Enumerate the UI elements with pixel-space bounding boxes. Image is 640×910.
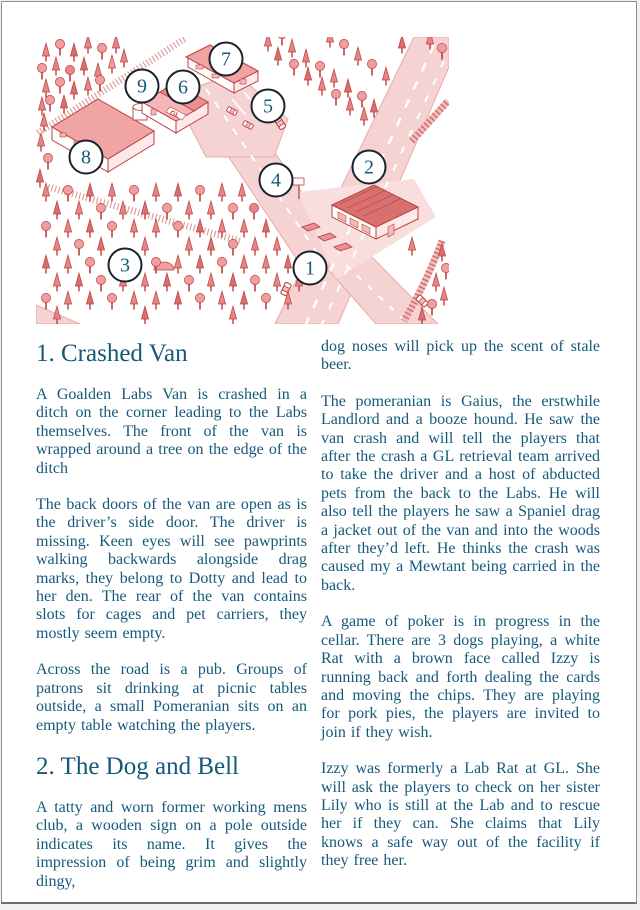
paragraph: Across the road is a pub. Groups of patrons sit drinking at picnic tables outside, a small Pomeranian sits on an empty table watching the players. xyxy=(36,661,307,734)
map-marker-1: 1 xyxy=(293,251,328,286)
map-illustration xyxy=(36,37,449,324)
map-marker-4: 4 xyxy=(259,163,294,198)
map-marker-2: 2 xyxy=(352,150,387,185)
paragraph: A Goalden Labs Van is crashed in a ditch on the corner leading to the Labs themselves. The front of the van is wrapped around a tree on the edge of the ditch xyxy=(36,386,307,477)
map-marker-5: 5 xyxy=(251,89,286,124)
paragraph: dog noses will pick up the scent of stale beer. xyxy=(321,338,600,374)
left-column xyxy=(36,338,307,909)
paragraph: A tatty and worn former working mens club, a wooden sign on a pole outside indicates its name. It gives the impression of being grim and slightly dingy, xyxy=(36,798,307,890)
map-marker-8: 8 xyxy=(69,140,104,175)
article-body xyxy=(36,338,600,909)
map-marker-6: 6 xyxy=(166,70,201,105)
paragraph: The pomeranian is Gaius, the erstwhile Landlord and a booze hound. He saw the van crash and will tell the players that after the crash a GL retrieval team arrived to take the driver and a host of abducted pets from the back to the Labs. He will also tell the players he saw a Spaniel drag a jacket out of the van and into the woods after they’d left. He thinks the crash was caused my a Mewtant being carried in the back. xyxy=(321,392,600,594)
document-page xyxy=(1,1,637,904)
gl-sign: GL xyxy=(168,109,181,120)
section-heading-crashed-van: 1. Crashed Van xyxy=(36,340,188,367)
map-marker-7: 7 xyxy=(209,42,244,77)
section-heading-dog-and-bell: 2. The Dog and Bell xyxy=(36,752,239,780)
paragraph: A game of poker is in progress in the cellar. There are 3 dogs playing, a white Rat with a brown face called Izzy is running back and forth dealing the cards and moving the chips. They are playing for pork pies, the players are invited to join if they wish. xyxy=(321,613,600,741)
map-marker-3: 3 xyxy=(108,248,143,283)
right-column xyxy=(321,338,600,909)
location-map xyxy=(36,37,449,324)
paragraph: Izzy was formerly a Lab Rat at GL. She will ask the players to check on her sister Lily who is still at the Lab and to rescue her if they can. She claims that Lily knows a safe way out of the facility if they free her. xyxy=(321,760,600,870)
map-marker-9: 9 xyxy=(125,69,160,104)
paragraph: The back doors of the van are open as is the driver’s side door. The driver is missing. Keen eyes will see pawprints walking backwards alongside drag marks, they belong to Dotty and lead to her den. The rear of the van contains slots for cages and pet carriers, they mostly seem empty. xyxy=(36,496,307,642)
